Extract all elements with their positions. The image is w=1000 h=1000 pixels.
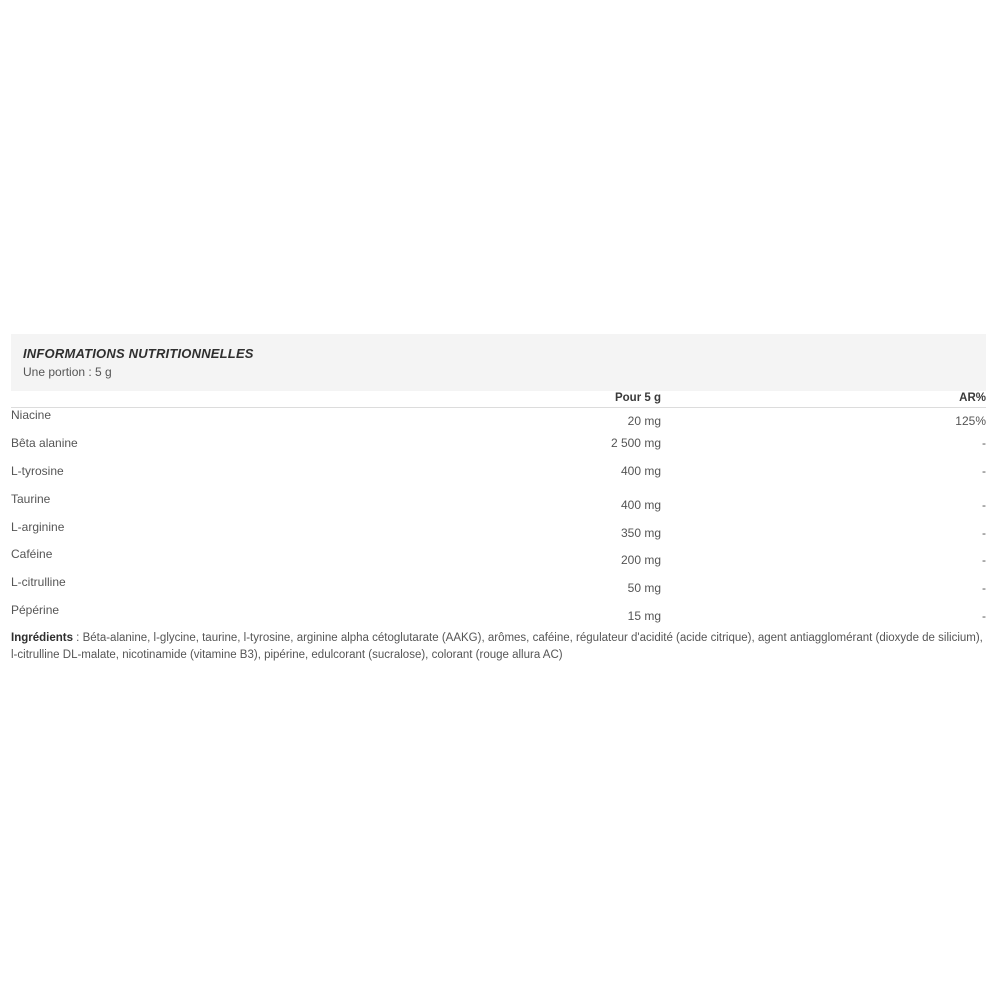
table-header (11, 391, 986, 408)
nutrient-name: Taurine (11, 492, 51, 506)
nutrient-ar: - (982, 553, 986, 567)
nutrient-value: 20 mg (627, 414, 661, 428)
nutrient-ar: - (982, 498, 986, 512)
nutrition-header (11, 334, 986, 391)
serving-size: Une portion : 5 g (23, 365, 112, 379)
ingredients-text (11, 630, 989, 664)
nutrient-ar: - (982, 436, 986, 450)
nutrient-ar: - (982, 526, 986, 540)
nutrient-value: 400 mg (620, 464, 661, 478)
nutrient-name: Niacine (11, 408, 52, 422)
nutrient-ar: - (982, 464, 986, 478)
nutrition-panel (11, 334, 986, 623)
nutrient-name: L-tyrosine (11, 464, 64, 478)
nutrient-name: Bêta alanine (11, 436, 78, 450)
nutrient-ar: - (982, 581, 986, 595)
nutrient-name: L-arginine (11, 520, 65, 534)
nutrient-ar: - (982, 609, 986, 623)
ingredients-list: : Béta-alanine, l-glycine, taurine, l-tyrosine, arginine alpha cétoglutarate (AAKG), arômes, caféine, régulateur d'acidité (acide citrique), agent antiagglomérant (dioxyde de silicium), l-citrulline DL-malate, nicotinamide (vitamine B3), pipérine, edulcorant (sucralose), colorant (rouge allura AC) (11, 632, 983, 661)
nutrient-value: 400 mg (620, 498, 661, 512)
nutrient-name: Caféine (11, 547, 53, 561)
nutrient-value: 15 mg (627, 609, 661, 623)
nutrition-title: INFORMATIONS NUTRITIONNELLES (23, 346, 254, 361)
nutrient-value: 350 mg (620, 526, 661, 540)
nutrient-value: 200 mg (620, 553, 661, 567)
nutrient-ar: 125% (955, 414, 986, 428)
nutrient-name: Pépérine (11, 603, 60, 617)
column-per-serving: Pour 5 g (614, 392, 661, 404)
column-ar: AR% (959, 392, 986, 404)
nutrient-value: 50 mg (627, 581, 661, 595)
nutrient-value: 2 500 mg (610, 436, 661, 450)
nutrient-name: L-citrulline (11, 575, 66, 589)
ingredients-label: Ingrédients (11, 632, 73, 644)
